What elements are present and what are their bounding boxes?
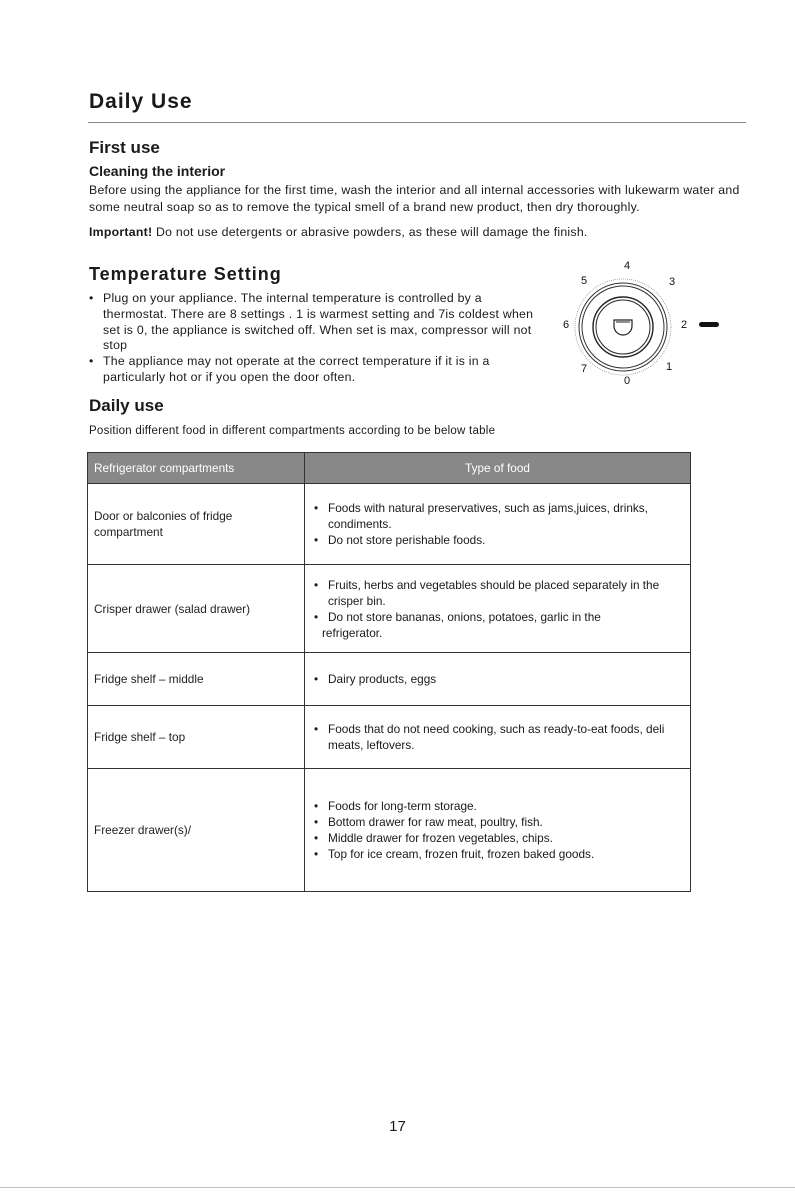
compartment-cell: Fridge shelf – top [88,706,305,769]
dial-number-4: 4 [623,260,631,272]
dial-number-7: 7 [580,363,588,375]
thermostat-dial [556,256,726,396]
food-cell [305,706,691,769]
bottom-divider [0,1187,795,1188]
food-item: • Dairy products, eggs [311,671,684,687]
food-cell [305,653,691,706]
temperature-item-text: The appliance may not operate at the correct temperature if it is in a particularly hot or if you open the door often. [103,354,490,384]
important-label: Important! [89,225,153,239]
dial-number-0: 0 [623,375,631,387]
table-row [88,565,691,653]
daily-use-intro: Position different food in different compartments according to be below table [89,425,496,437]
title-divider [88,122,746,123]
thermostat-knob-icon [699,322,719,327]
header-type-of-food: Type of food [305,453,691,484]
header-compartments: Refrigerator compartments [88,453,305,484]
table-header-row [88,453,691,484]
food-item: • Foods for long-term storage. [311,798,684,814]
temperature-heading: Temperature Setting [89,264,282,284]
food-item: • Do not store bananas, onions, potatoes, garlic in the [311,609,684,625]
food-item: • Fruits, herbs and vegetables should be placed separately in the crisper bin. [311,577,684,609]
table-row [88,484,691,565]
dial-number-6: 6 [562,319,570,331]
temperature-item-text: Plug on your appliance. The internal temperature is controlled by a thermostat. There are 8 settings . 1 is warmest setting and 7is coldest when set is 0, the appliance is switched off. When set is max, compressor will not stop [103,291,534,353]
food-cell [305,565,691,653]
dial-number-3: 3 [668,276,676,288]
food-item: • Foods with natural preservatives, such as jams,juices, drinks, condiments. [311,500,684,532]
bullet: • [89,291,94,305]
food-item: • Foods that do not need cooking, such as ready-to-eat foods, deli meats, leftovers. [311,721,684,753]
bullet: • [89,354,94,369]
dial-number-5: 5 [580,275,588,287]
table-row [88,653,691,706]
compartment-cell: Crisper drawer (salad drawer) [88,565,305,653]
food-item: • Middle drawer for frozen vegetables, chips. [311,830,684,846]
dial-number-1: 1 [665,361,673,373]
important-text: Do not use detergents or abrasive powders, as these will damage the finish. [152,225,588,239]
table-row [88,769,691,892]
table-row [88,706,691,769]
compartment-cell: Freezer drawer(s)/ [88,769,305,892]
compartment-cell: Door or balconies of fridge compartment [88,484,305,565]
food-compartments-table [87,452,691,892]
food-item: • Do not store perishable foods. [311,532,684,548]
compartment-cell: Fridge shelf – middle [88,653,305,706]
page-number: 17 [389,1118,406,1135]
cleaning-heading: Cleaning the interior [89,163,226,179]
first-use-heading: First use [89,138,160,157]
temperature-item [89,354,549,386]
food-item-continuation: refrigerator. [322,625,383,640]
food-cell [305,769,691,892]
temperature-item [89,291,549,354]
important-note [89,224,739,241]
food-item: • Top for ice cream, frozen fruit, frozen baked goods. [311,846,684,862]
dial-number-2: 2 [680,319,688,331]
temperature-list [89,291,549,386]
food-cell [305,484,691,565]
daily-use-heading: Daily use [89,396,164,415]
page-title: Daily Use [89,90,193,113]
food-item: • Bottom drawer for raw meat, poultry, fish. [311,814,684,830]
thermostat-dial-graphic [575,279,671,375]
cleaning-paragraph: Before using the appliance for the first time, wash the interior and all internal accessories with lukewarm water and some neutral soap so as to remove the typical smell of a brand new product, then dry thoroughly. [89,183,740,214]
